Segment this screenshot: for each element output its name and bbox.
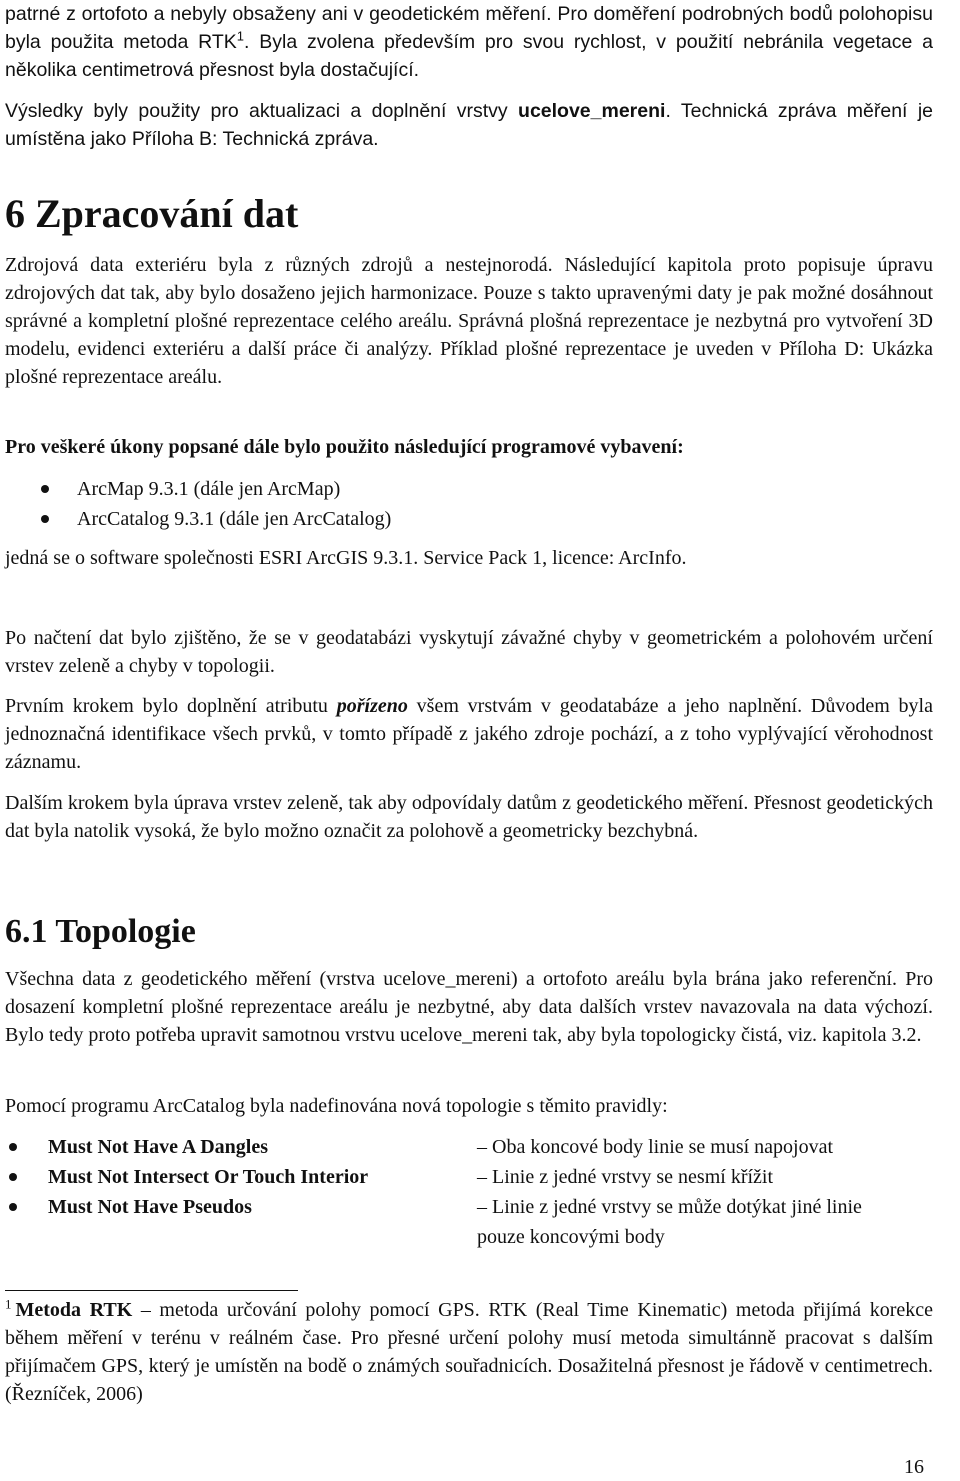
rule-description: – Linie z jedné vrstvy se nesmí křížit bbox=[477, 1166, 774, 1188]
rule-name: Must Not Have A Dangles bbox=[48, 1136, 268, 1158]
footnote bbox=[5, 1296, 933, 1408]
subsection-heading: 6.1 Topologie bbox=[5, 913, 196, 950]
adjust-paragraph: Dalším krokem byla úprava vrstev zeleně, tak aby odpovídaly datům z geodetického měření. Přesnost geodetických dat byla natolik vysoká, že bylo možno označit za polohově a geometricky bezchybná. bbox=[5, 792, 933, 842]
topology-rule-item bbox=[5, 1162, 945, 1192]
results-text-after: . Technická zpráva měření je umístěna jako Příloha B: Technická zpráva. bbox=[5, 100, 933, 150]
attribute-text-after: všem vrstvám v geodatabáze a jeho naplnění. Důvodem byla jednoznačná identifikace všech prvků, v tomto případě z jakého zdroje pochází, a z toho vyplývající věrohodnost záznamu. bbox=[5, 695, 933, 773]
software-note: jedná se o software společnosti ESRI ArcGIS 9.3.1. Service Pack 1, licence: ArcInfo. bbox=[5, 547, 687, 569]
rule-description: – Linie z jedné vrstvy se může dotýkat jiné linie pouze koncovými body bbox=[477, 1196, 862, 1248]
bullet-icon bbox=[41, 515, 49, 523]
topology-paragraph: Všechna data z geodetického měření (vrstva ucelove_mereni) a ortofoto areálu byla brána jako referenční. Pro dosazení kompletní plošné reprezentace areálu je nezbytné, aby data dalších vrstev navazovala na data výchozí. Bylo tedy proto potřeba upravit samotnou vrstvu ucelove_mereni tak, aby byla topologicky čistá, viz. kapitola 3.2. bbox=[5, 968, 933, 1046]
footnote-separator bbox=[5, 1290, 298, 1291]
software-list-item-label: ArcMap 9.3.1 (dále jen ArcMap) bbox=[77, 478, 341, 500]
topology-rule-item bbox=[5, 1132, 945, 1162]
software-list-item-label: ArcCatalog 9.3.1 (dále jen ArcCatalog) bbox=[77, 508, 392, 530]
loading-paragraph: Po načtení dat bylo zjištěno, že se v geodatabázi vyskytují závažné chyby v geometrickém a polohovém určení vrstev zeleně a chyby v topologii. bbox=[5, 627, 933, 677]
layer-name: ucelove_mereni bbox=[518, 100, 666, 122]
intro-paragraph: Zdrojová data exteriéru byla z různých zdrojů a nestejnorodá. Následující kapitola proto popisuje úpravu zdrojových dat tak, aby bylo dosaženo jejich harmonizace. Pouze s takto upravenými daty je pak možné dosáhnout správné a kompletní plošné reprezentace celého areálu. Správná plošná reprezentace je nezbytná pro vytvoření 3D modelu, evidenci exteriéru a další práce či analýzy. Příklad plošné reprezentace je uveden v Příloha D: Ukázka plošné reprezentace areálu. bbox=[5, 254, 933, 388]
bullet-icon bbox=[9, 1173, 17, 1181]
footnote-term: Metoda RTK bbox=[15, 1299, 133, 1321]
rule-name: Must Not Intersect Or Touch Interior bbox=[48, 1166, 369, 1188]
attribute-text-before: Prvním krokem bylo doplnění atributu bbox=[5, 695, 337, 717]
bullet-icon bbox=[41, 485, 49, 493]
attribute-name: pořízeno bbox=[336, 695, 408, 717]
footnote-number: 1 bbox=[5, 1296, 12, 1312]
results-text-before: Výsledky byly použity pro aktualizaci a doplnění vrstvy bbox=[5, 100, 519, 122]
rule-description: – Oba koncové body linie se musí napojovat bbox=[477, 1136, 834, 1158]
bullet-icon bbox=[9, 1203, 17, 1211]
top-paragraph-text: patrné z ortofoto a nebyly obsaženy ani v geodetickém měření. Pro doměření podrobných bodů polohopisu byla použita metoda RTK bbox=[5, 3, 933, 53]
top-paragraph-text-after: . Byla zvolena především pro svou rychlost, v použití nebránila vegetace a několika centimetrová přesnost byla dostačující. bbox=[5, 31, 933, 81]
section-heading: 6 Zpracování dat bbox=[5, 191, 299, 236]
topology-rule-item bbox=[5, 1192, 945, 1252]
bullet-icon bbox=[9, 1143, 17, 1151]
attribute-paragraph bbox=[5, 692, 933, 776]
rule-name: Must Not Have Pseudos bbox=[48, 1196, 252, 1218]
page-number: 16 bbox=[904, 1456, 924, 1478]
footnote-text: – metoda určování polohy pomocí GPS. RTK (Real Time Kinematic) metoda přijímá korekce během měření v terénu v reálném čase. Pro přesné určení polohy musí metoda simultánně pracovat s dalším přijímačem GPS, který je umístěn na bodě o známých souřadnicích. Dosažitelná přesnost je řádově v centimetrech. (Řezníček, 2006) bbox=[5, 1299, 933, 1405]
rules-intro: Pomocí programu ArcCatalog byla nadefinována nová topologie s těmito pravidly: bbox=[5, 1095, 668, 1117]
software-intro: Pro veškeré úkony popsané dále bylo použito následující programové vybavení: bbox=[5, 436, 684, 458]
results-paragraph bbox=[5, 97, 933, 153]
footnote-reference: 1 bbox=[236, 28, 245, 44]
top-paragraph bbox=[5, 0, 933, 84]
